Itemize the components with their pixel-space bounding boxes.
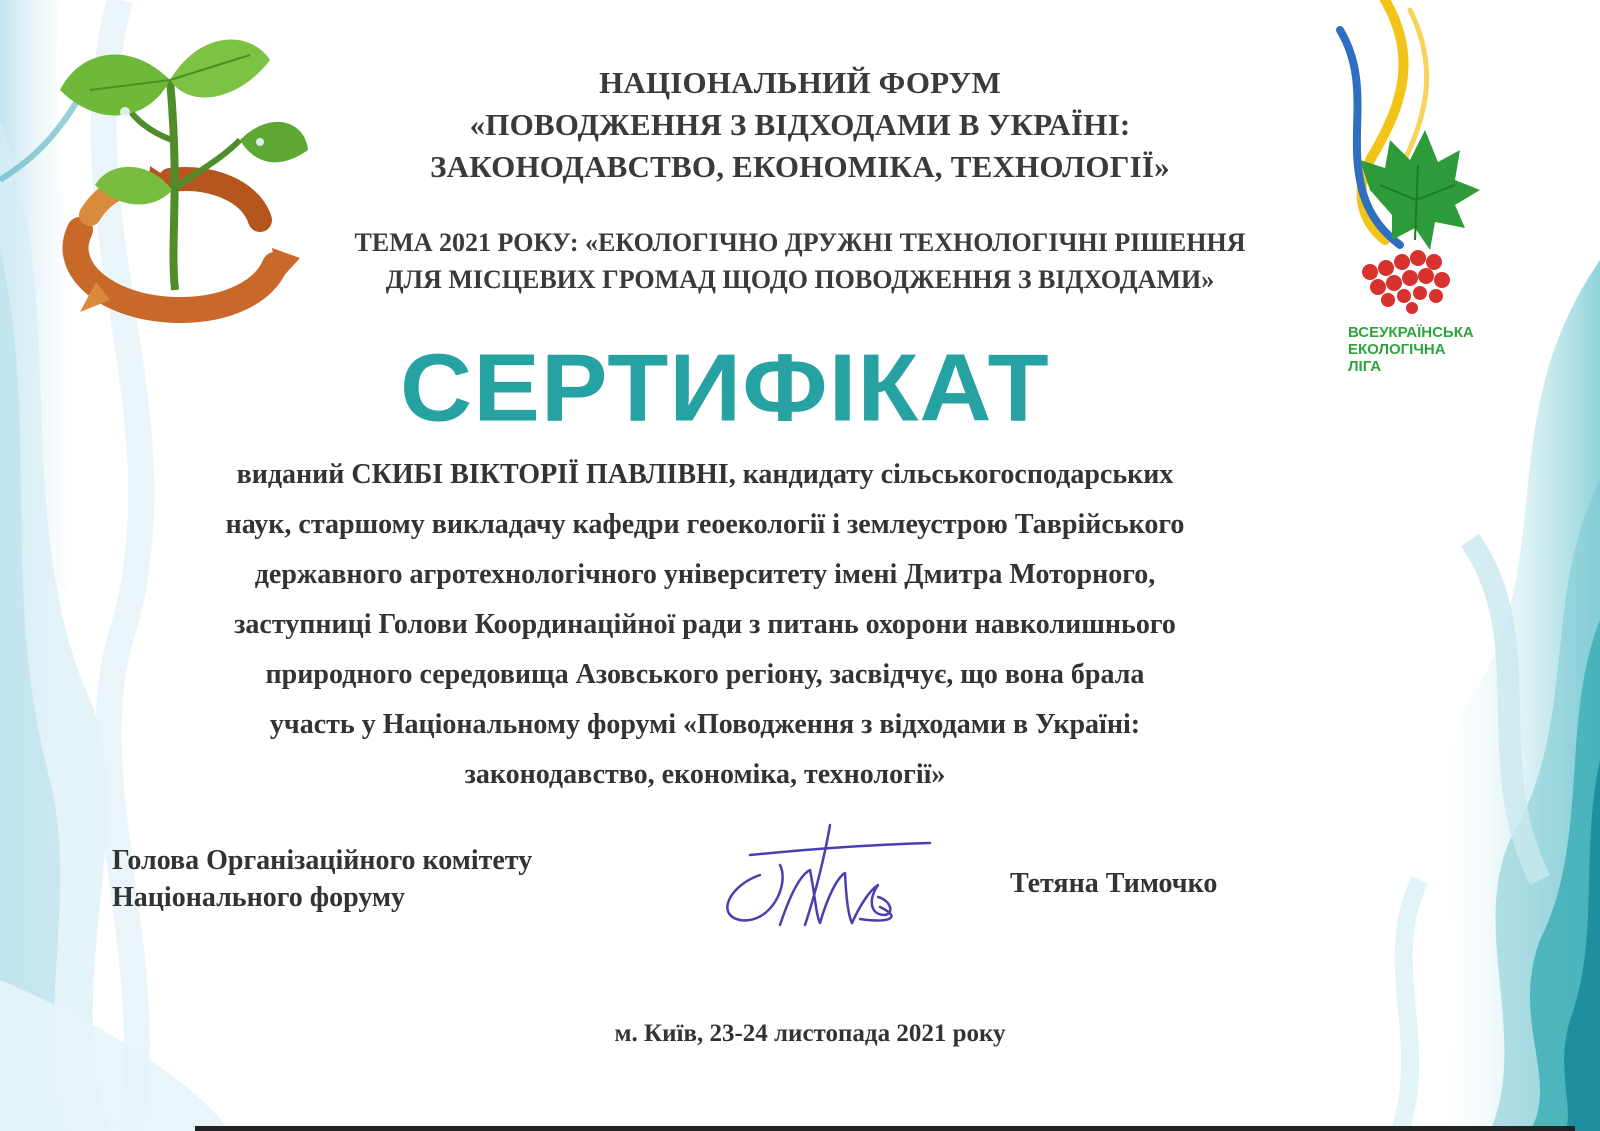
theme-line-2: ДЛЯ МІСЦЕВИХ ГРОМАД ЩОДО ПОВОДЖЕННЯ З ВІДХОДАМИ» [385,265,1215,294]
place-and-date: м. Київ, 23-24 листопада 2021 року [614,1020,1006,1047]
body-line-4: заступниці Голови Координаційної ради з питань охорони навколишнього [234,609,1176,640]
signatory-role [112,842,672,916]
bottom-border [195,1126,1575,1131]
league-line-3: ЛІГА [1348,358,1382,375]
forum-title-line-1: НАЦІОНАЛЬНИЙ ФОРУМ [599,65,1001,100]
certificate-heading: СЕРТИФІКАТ [400,334,1050,442]
signatory-role-line-2: Національного форуму [112,882,406,913]
signatory-role-line-1: Голова Організаційного комітету [112,845,533,876]
league-logo-text [1348,324,1528,375]
handwritten-signature [720,815,950,935]
forum-title-line-2: «ПОВОДЖЕННЯ З ВІДХОДАМИ В УКРАЇНІ: [469,107,1131,142]
forum-title-line-3: ЗАКОНОДАВСТВО, ЕКОНОМІКА, ТЕХНОЛОГІЇ» [430,149,1170,184]
forum-theme [250,224,1350,298]
league-line-2: ЕКОЛОГІЧНА [1348,341,1446,358]
league-line-1: ВСЕУКРАЇНСЬКА [1348,324,1474,341]
forum-title [300,62,1300,188]
body-line-7: законодавство, економіка, технології» [464,759,946,790]
body-line-5: природного середовища Азовського регіону, засвідчує, що вона брала [265,659,1145,690]
body-line-2: наук, старшому викладачу кафедри геоекології і землеустрою Таврійського [225,509,1185,540]
body-line-1: виданий СКИБІ ВІКТОРІЇ ПАВЛІВНІ, кандидату сільськогосподарських [236,459,1174,490]
signatory-name: Тетяна Тимочко [1010,868,1218,899]
league-logo-emblem [1330,0,1510,320]
body-line-3: державного агротехнологічного університету імені Дмитра Моторного, [254,559,1156,590]
theme-line-1: ТЕМА 2021 РОКУ: «ЕКОЛОГІЧНО ДРУЖНІ ТЕХНОЛОГІЧНІ РІШЕННЯ [354,228,1246,257]
body-line-6: участь у Національному форумі «Поводження з відходами в Україні: [269,709,1141,740]
certificate-body [60,450,1350,800]
